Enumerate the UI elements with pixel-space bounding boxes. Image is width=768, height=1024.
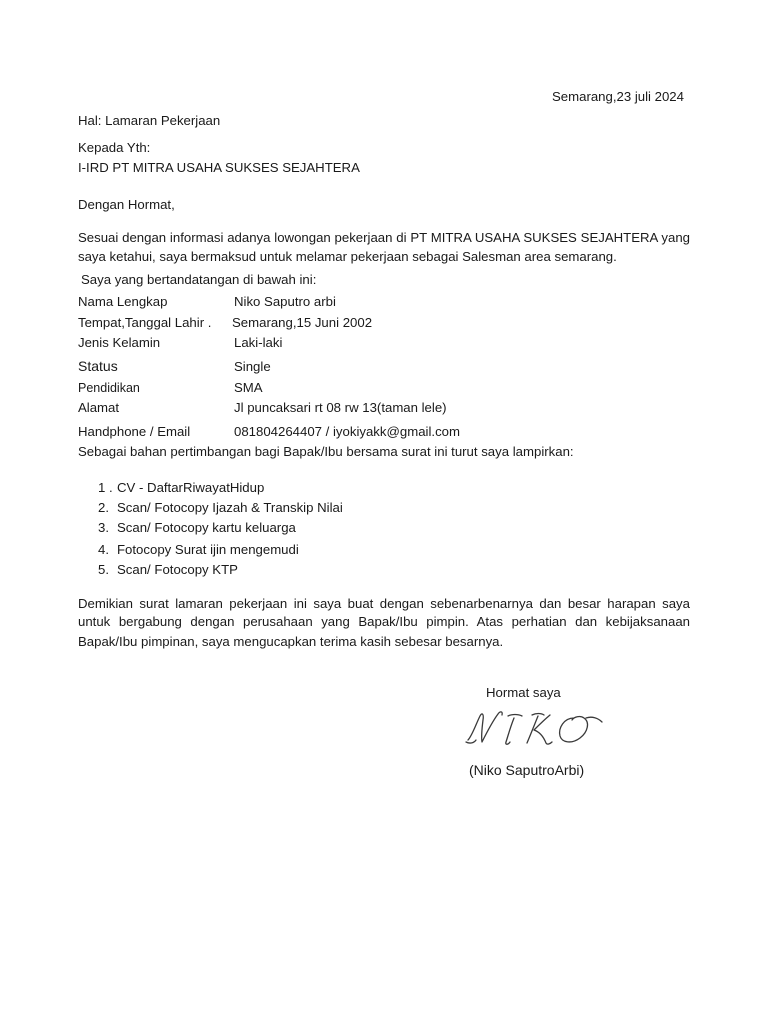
detail-label-gender: Jenis Kelamin <box>78 335 161 350</box>
closing-line-1: Demikian surat lamaran pekerjaan ini saya buat dengan sebenarbenarnya dan besar harapan saya <box>78 596 690 611</box>
letter-subject: Hal: Lamaran Pekerjaan <box>78 113 221 128</box>
detail-value-address: Jl puncaksari rt 08 rw 13(taman lele) <box>234 400 447 415</box>
closing-line-3: Bapak/Ibu pimpinan, saya mengucapkan terima kasih sebesar besarnya. <box>78 634 504 649</box>
list-item: CV - DaftarRiwayatHidup <box>117 480 265 495</box>
detail-label-contact: Handphone / Email <box>78 424 191 439</box>
signature-regards: Hormat saya <box>486 685 561 700</box>
detail-label-name: Nama Lengkap <box>78 294 168 309</box>
recipient-name: I-IRD PT MITRA USAHA SUKSES SEJAHTERA <box>78 160 360 175</box>
closing-line-2: untuk bergabung dengan perusahaan yang Bapak/Ibu pimpin. Atas perhatian dan kebijaksanaan <box>78 614 690 629</box>
signer-name: (Niko SaputroArbi) <box>469 762 585 778</box>
list-item-number: 2. <box>98 500 109 515</box>
intro-line-2: saya ketahui, saya bermaksud untuk melamar pekerjaan sebagai Salesman area semarang. <box>78 249 617 264</box>
list-item-number: 1 . <box>98 480 113 495</box>
detail-label-status: Status <box>78 358 118 374</box>
detail-value-gender: Laki-laki <box>234 335 283 350</box>
list-item: Scan/ Fotocopy Ijazah & Transkip Nilai <box>117 500 343 515</box>
detail-value-status: Single <box>234 359 271 374</box>
list-item: Fotocopy Surat ijin mengemudi <box>117 542 299 557</box>
intro-line-3: Saya yang bertandatangan di bawah ini: <box>81 272 317 287</box>
list-item-number: 5. <box>98 562 109 577</box>
detail-label-address: Alamat <box>78 400 120 415</box>
detail-value-birth: Semarang,15 Juni 2002 <box>232 315 373 330</box>
attachments-intro: Sebagai bahan pertimbangan bagi Bapak/Ibu bersama surat ini turut saya lampirkan: <box>78 444 574 459</box>
handwritten-signature <box>462 706 607 752</box>
list-item: Scan/ Fotocopy kartu keluarga <box>117 520 296 535</box>
list-item-number: 4. <box>98 542 109 557</box>
detail-value-name: Niko Saputro arbi <box>234 294 336 309</box>
list-item: Scan/ Fotocopy KTP <box>117 562 238 577</box>
letter-date: Semarang,23 juli 2024 <box>552 89 684 104</box>
detail-label-birth: Tempat,Tanggal Lahir . <box>78 315 212 330</box>
recipient-salutation: Kepada Yth: <box>78 140 151 155</box>
intro-line-1: Sesuai dengan informasi adanya lowongan pekerjaan di PT MITRA USAHA SUKSES SEJAHTERA yang <box>78 230 690 245</box>
detail-value-contact: 081804264407 / iyokiyakk@gmail.com <box>234 424 460 439</box>
list-item-number: 3. <box>98 520 109 535</box>
greeting: Dengan Hormat, <box>78 197 175 212</box>
detail-value-education: SMA <box>234 380 263 395</box>
detail-label-education: Pendidikan <box>78 381 140 395</box>
